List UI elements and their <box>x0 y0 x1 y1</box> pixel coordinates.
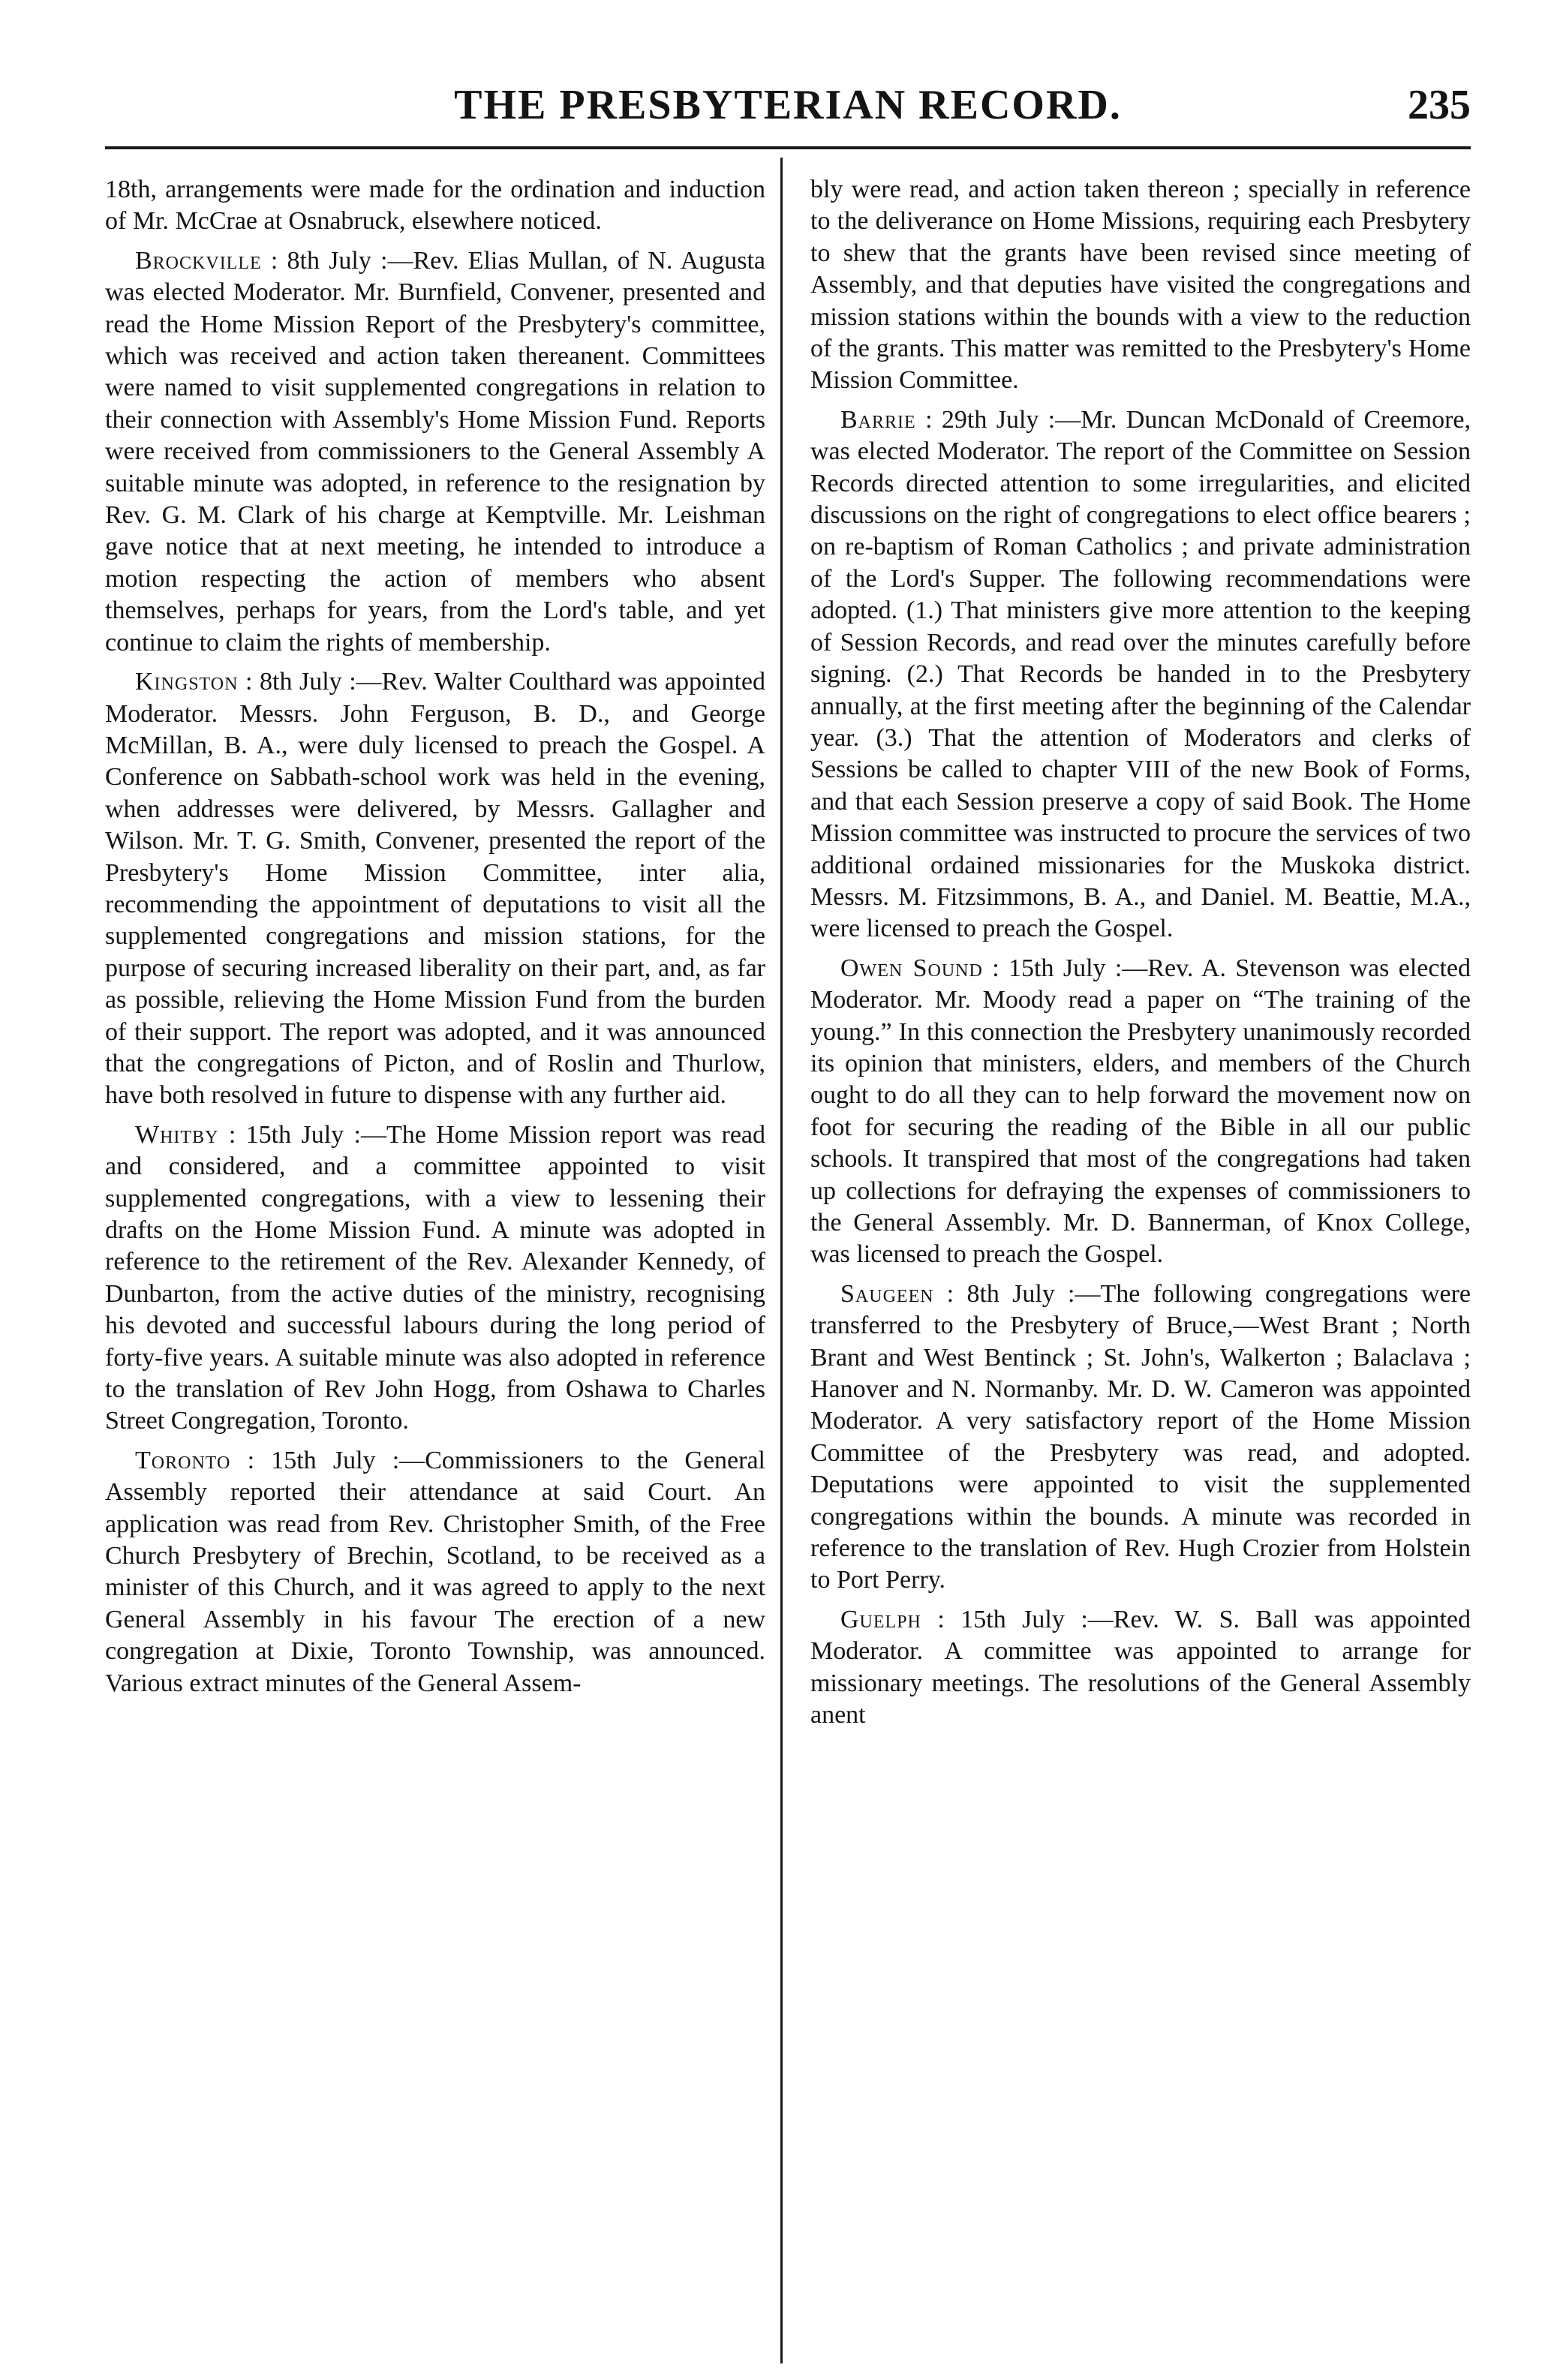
paragraph-continuation <box>105 174 765 238</box>
column-divider <box>780 158 783 2363</box>
paragraph-toronto <box>105 1445 765 1699</box>
right-column <box>810 174 1471 1732</box>
paragraph-text: : 15th July :—Rev. A. Stevenson was elected Moderator. Mr. Moody read a paper on “The training of the young.” In this connection the Presbytery unanimously recorded its opinion that ministers, elders, and members of the Church ought to do all they can to help forward the movement now on foot for securing the reading of the Bible in all our public schools. It transpired that most of the congregations had taken up collections for defraying the expenses of commissioners to the General Assembly. Mr. D. Bannerman, of Knox College, was licensed to preach the Gospel. <box>810 954 1471 1269</box>
page-number: 235 <box>1408 82 1471 128</box>
paragraph-whitby <box>105 1119 765 1438</box>
paragraph-continuation <box>810 174 1471 397</box>
left-column <box>105 174 765 1699</box>
paragraph-text: : 15th July :—Commissioners to the General Assembly reported their attendance at said Court. An application was read from Rev. Christopher Smith, of the Free Church Presbytery of Brechin, Scotland, to be received as a minister of this Church, and it was agreed to apply to the next General Assembly in his favour The erection of a new congregation at Dixie, Toronto Township, was announced. Various extract minutes of the General Assem- <box>105 1446 765 1697</box>
presbytery-name: Brockville <box>135 246 262 275</box>
paragraph-text: : 8th July :—Rev. Elias Mullan, of N. Augusta was elected Moderator. Mr. Burnfield, Convener, presented and read the Home Mission Report of the Presbytery's committee, which was received and action taken thereanent. Committees were named to visit supplemented congregations in relation to their connection with Assembly's Home Mission Fund. Reports were received from commissioners to the General Assembly A suitable minute was adopted, in reference to the resignation by Rev. G. M. Clark of his charge at Kemptville. Mr. Leishman gave notice that at next meeting, he intended to introduce a motion respecting the action of members who absent themselves, perhaps for years, from the Lord's table, and yet continue to claim the rights of membership. <box>105 246 766 657</box>
presbytery-name: Kingston <box>135 668 239 696</box>
paragraph-owen-sound <box>810 953 1471 1271</box>
presbytery-name: Saugeen <box>840 1279 934 1308</box>
paragraph-saugeen <box>810 1279 1471 1597</box>
paragraph-text: : 8th July :—The following congregations were transferred to the Presbytery of Bruce,—West Brant ; North Brant and West Bentinck ; St. John's, Walkerton ; Balaclava ; Hanover and N. Normanby. Mr. D. W. Cameron was appointed Moderator. A very satisfactory report of the Home Mission Committee of the Presbytery was read, and adopted. Deputations were appointed to visit the supplemented congregations within the bounds. A minute was recorded in reference to the translation of Rev. Hugh Crozier from Holstein to Port Perry. <box>810 1279 1471 1594</box>
presbytery-name: Barrie <box>840 405 916 434</box>
publication-title: THE PRESBYTERIAN RECORD. <box>454 82 1122 128</box>
paragraph-text: : 15th July :—The Home Mission report was read and considered, and a committee appointed to visit supplemented congregations, with a view to lessening their drafts on the Home Mission Fund. A minute was adopted in reference to the retirement of the Rev. Alexander Kennedy, of Dunbarton, from the active duties of the ministry, recognising his devoted and successful labours during the long period of forty-five years. A suitable minute was also adopted in reference to the translation of Rev John Hogg, from Oshawa to Charles Street Congregation, Toronto. <box>105 1120 765 1435</box>
paragraph-text: 18th, arrangements were made for the ordination and induction of Mr. McCrae at Osnabruck, elsewhere noticed. <box>105 176 765 236</box>
paragraph-guelph <box>810 1604 1471 1732</box>
page-header <box>105 75 1471 135</box>
paragraph-text: bly were read, and action taken thereon ; specially in reference to the deliverance on Home Missions, requiring each Presbytery to shew that the grants have been revised since meeting of Assembly, and that deputies have visited the congregations and mission stations within the bounds with a view to the reduction of the grants. This matter was remitted to the Presbytery's Home Mission Committee. <box>810 176 1471 395</box>
paragraph-kingston <box>105 666 765 1112</box>
paragraph-barrie <box>810 404 1471 945</box>
paragraph-text: : 29th July :—Mr. Duncan McDonald of Creemore, was elected Moderator. The report of the Committee on Session Records directed attention to some irregularities, and elicited discussions on the right of congregations to elect office bearers ; on re-baptism of Roman Catholics ; and private administration of the Lord's Supper. The following recommendations were adopted. (1.) That ministers give more attention to the keeping of Session Records, and read over the minutes carefully before signing. (2.) That Records be handed in to the Presbytery annually, at the first meeting after the beginning of the Calendar year. (3.) That the attention of Moderators and clerks of Sessions be called to chapter VIII of the new Book of Forms, and that each Session preserve a copy of said Book. The Home Mission committee was instructed to procure the services of two additional ordained missionaries for the Muskoka district. Messrs. M. Fitzsimmons, B. A., and Daniel. M. Beattie, M.A., were licensed to preach the Gospel. <box>810 405 1471 943</box>
paragraph-brockville <box>105 245 765 659</box>
paragraph-text: : 15th July :—Rev. W. S. Ball was appointed Moderator. A committee was appointed to arrange for missionary meetings. The resolutions of the General Assembly anent <box>810 1605 1471 1729</box>
presbytery-name: Guelph <box>840 1605 921 1633</box>
presbytery-name: Owen Sound <box>840 954 983 982</box>
presbytery-name: Toronto <box>135 1446 231 1474</box>
presbytery-name: Whitby <box>135 1120 219 1149</box>
paragraph-text: : 8th July :—Rev. Walter Coulthard was appointed Moderator. Messrs. John Ferguson, B. D., and George McMillan, B. A., were duly licensed to preach the Gospel. A Conference on Sabbath-school work was held in the evening, when addresses were delivered, by Messrs. Gallagher and Wilson. Mr. T. G. Smith, Convener, presented the report of the Presbytery's Home Mission Committee, inter alia, recommending the appointment of deputations to visit all the supplemented congregations and mission stations, for the purpose of securing increased liberality on their part, and, as far as possible, relieving the Home Mission Fund from the burden of their support. The report was adopted, and it was announced that the congregations of Picton, and of Roslin and Thurlow, have both resolved in future to dispense with any further aid. <box>105 668 765 1110</box>
header-rule <box>105 146 1471 149</box>
